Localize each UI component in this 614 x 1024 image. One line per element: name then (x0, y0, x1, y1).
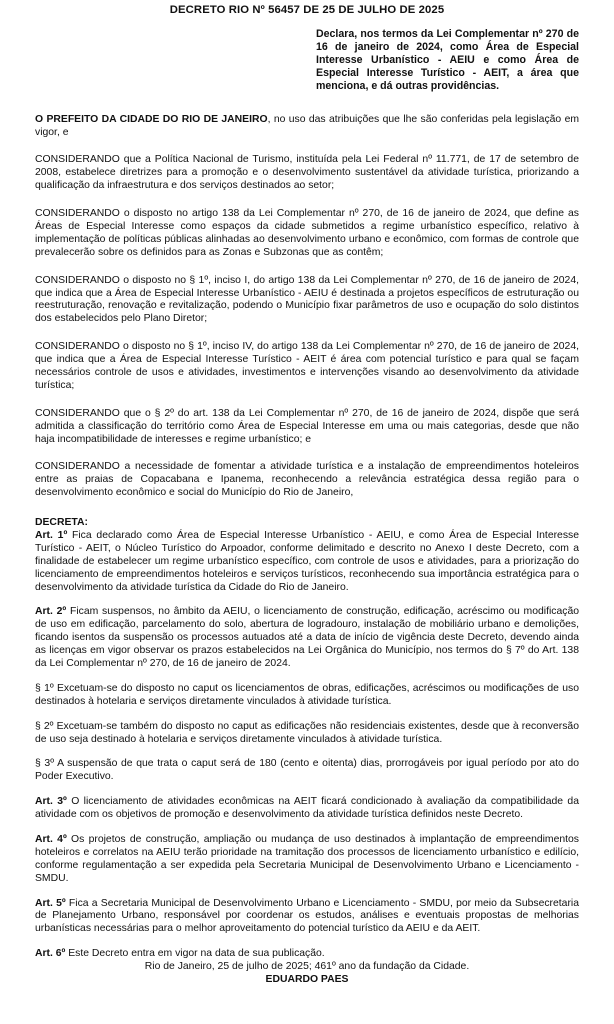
article-1-text: Fica declarado como Área de Especial Interesse Urbanístico - AEIU, e como Área de Especial Interesse Turístico - AEIT, o Núcleo Turístico do Arpoador, conforme delimitado e descrito no Anexo I deste Decreto, com a finalidade de estabelecer um regime urbanístico específico, com controle de usos e atividades, para a priorização do licenciamento de empreendimentos hoteleiros e serviços turísticos, reconhecendo sua importância estratégica para o desenvolvimento da atividade turística da Cidade do Rio de Janeiro. (35, 529, 580, 593)
article-4-label: Art. 4º (35, 834, 67, 846)
decree-ementa: Declara, nos termos da Lei Complementar nº 270 de 16 de janeiro de 2024, como Área de Especial Interesse Urbanístico - AEIU e como Área de Especial Interesse Turístico - AEIT, a área que menciona, e dá outras providências. (316, 28, 579, 92)
paragraph-3: § 3º A suspensão de que trata o caput será de 180 (cento e oitenta) dias, prorrogáveis por igual período por ato do Poder Executivo. (35, 758, 579, 783)
article-5-text: Fica a Secretaria Municipal de Desenvolvimento Urbano e Licenciamento - SMDU, por meio da Subsecretaria de Planejamento Urbano, responsável por coordenar os estudos, análises e eventuais propostas de melhorias urbanísticas necessárias para o melhor aproveitamento do potencial turístico da AEIU e da AEIT. (35, 897, 579, 935)
article-2 (35, 606, 579, 670)
article-4 (35, 834, 579, 886)
considerando-4: CONSIDERANDO o disposto no § 1º, inciso IV, do artigo 138 da Lei Complementar nº 270, de 16 de janeiro de 2024, que indica que a Área de Especial Interesse Turístico - AEIT é área com potencial turístico e para qual se façam necessários controle de usos e atividades, investimentos e intervenções visando ao desenvolvimento da atividade turística; (35, 341, 579, 391)
article-2-label: Art. 2º (35, 606, 67, 618)
article-2-text: Ficam suspensos, no âmbito da AEIU, o licenciamento de construção, edificação, acréscimo ou modificação de uso em edificação, parcelamento do solo, abertura de logradouro, instalação de mobiliário urbano e demolições, ficando isentos da suspensão os processos autuados até a data de início de vigência deste Decreto, devendo ainda as licenças em vigor observar os prazos estabelecidos na Lei Orgânica do Município, nos termos do § 7º do Art. 138 da Lei Complementar nº 270, de 16 de janeiro de 2024. (35, 606, 579, 669)
article-6-text: Este Decreto entra em vigor na data de sua publicação. (65, 948, 325, 960)
preamble (35, 114, 579, 140)
considerando-3: CONSIDERANDO o disposto no § 1º, inciso I, do artigo 138 da Lei Complementar nº 270, de 16 de janeiro de 2024, que indica que a Área de Especial Interesse Urbanístico - AEIU é destinada a projetos específicos de estruturação ou reestruturação, renovação e revitalização, podendo o Município fixar parâmetros de uso e ocupação do solo distintos dos estabelecidos pelo Plano Diretor; (35, 274, 579, 325)
considerando-6: CONSIDERANDO a necessidade de fomentar a atividade turística e a instalação de empreendimentos hoteleiros entre as praias de Copacabana e Ipanema, reconhecendo a relevância estratégica dessa região para o desenvolvimento econômico e social do Município do Rio de Janeiro, (35, 461, 579, 499)
signature: EDUARDO PAES (265, 974, 349, 986)
preamble-text: , no uso das atribuições que lhe são conferidas pela legislação em vigor, e (35, 113, 580, 138)
article-3-text: O licenciamento de atividades econômicas na AEIT ficará condicionado à avaliação da compatibilidade da atividade com os objetivos de promoção e desenvolvimento da atividade turística definidos neste Decreto. (35, 796, 579, 821)
article-6-label: Art. 6º (35, 948, 66, 960)
article-5 (35, 898, 579, 937)
article-6 (35, 948, 579, 961)
article-5-label: Art. 5º (35, 897, 66, 909)
decree-title: DECRETO RIO Nº 56457 DE 25 DE JULHO DE 2025 (169, 4, 445, 16)
article-3 (35, 796, 579, 822)
preamble-authority: O PREFEITO DA CIDADE DO RIO DE JANEIRO (35, 113, 268, 125)
article-4-text: Os projetos de construção, ampliação ou mudança de uso destinados à implantação de empreendimentos hoteleiros e correlatos na AEIU terão prioridade na tramitação dos processos de licenciamento urbanístico e edilício, conforme regulamentação a ser expedida pela Secretaria Municipal de Desenvolvimento Urbano e Licenciamento - SMDU. (35, 834, 580, 884)
considerando-2: CONSIDERANDO o disposto no artigo 138 da Lei Complementar nº 270, de 16 de janeiro de 2024, que define as Áreas de Especial Interesse como espaços da cidade submetidos a regime urbanístico específico, relativo à implementação de políticas públicas alinhadas ao desenvolvimento urbano e econômico, com formas de controle que prevalecerão sobre os definidos para as Zonas e Subzonas que as contêm; (35, 208, 579, 258)
decreta-heading: DECRETA: (35, 517, 88, 529)
article-1 (35, 530, 579, 594)
paragraph-1: § 1º Excetuam-se do disposto no caput os licenciamentos de obras, edificações, acréscimos ou modificações de uso destinados à hotelaria e serviços diretamente vinculados à atividade turística. (35, 682, 579, 707)
article-1-label: Art. 1º (35, 529, 68, 541)
considerando-1: CONSIDERANDO que a Política Nacional de Turismo, instituída pela Lei Federal nº 11.771, de 17 de setembro de 2008, estabelece diretrizes para a promoção e o desenvolvimento sustentável da atividade turística, priorizando a qualificação da infraestrutura e dos serviços destinados ao setor; (35, 154, 579, 192)
paragraph-2: § 2º Excetuam-se também do disposto no caput as edificações não residenciais existentes, desde que à reconversão de uso seja destinado à hotelaria e serviços diretamente vinculados à atividade turística. (35, 720, 579, 745)
closing-date-line: Rio de Janeiro, 25 de julho de 2025; 461º ano da fundação da Cidade. (144, 961, 470, 973)
article-3-label: Art. 3º (35, 796, 67, 808)
considerando-5: CONSIDERANDO que o § 2º do art. 138 da Lei Complementar nº 270, de 16 de janeiro de 2024, dispõe que será admitida a classificação do território como Área de Especial Interesse em uma ou mais categorias, desde que não haja incompatibilidade de interesses e regime urbanístico; e (35, 407, 579, 445)
